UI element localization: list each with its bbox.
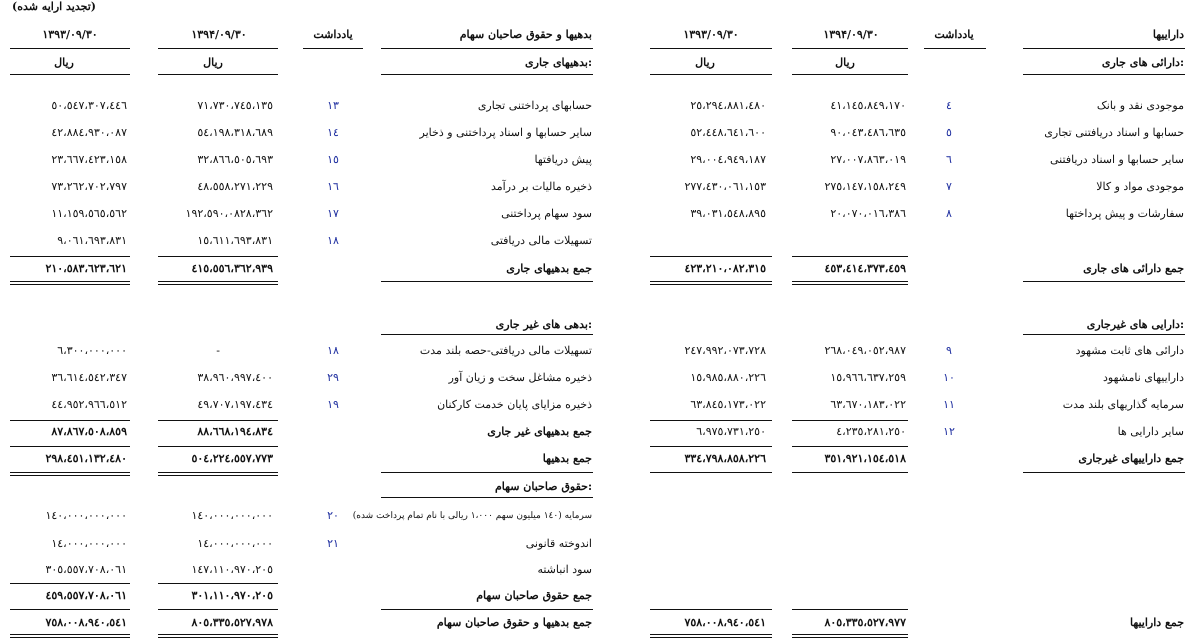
total-1393: ٢١٠،٥٨٣،٦٢٣،٦٢١ xyxy=(45,262,127,275)
total-1394: ٨٠٥،٣٣٥،٥٢٧،٩٧٧ xyxy=(824,616,906,629)
note-number: ٥ xyxy=(946,126,952,139)
total-liabilities-row xyxy=(0,452,1196,466)
row-label: موجودی مواد و کالا xyxy=(1096,180,1184,193)
amount-1393: ٣٦،٦١٤،٥٤٢،٣٤٧ xyxy=(51,371,127,384)
total-rule xyxy=(1023,472,1185,473)
amount-1393: ٣٩،٠٣١،٥٤٨،٨٩٥ xyxy=(690,207,766,220)
amount-1394: ١٥،٩٦٦،٦٣٧،٢٥٩ xyxy=(830,371,906,384)
row-label: سود سهام پرداختنی xyxy=(501,207,592,220)
note-number: ٩ xyxy=(946,344,952,357)
total-label: جمع بدهیها و حقوق صاحبان سهام xyxy=(436,616,592,629)
row-label: پیش دریافتها xyxy=(534,153,592,166)
amount-1393: ٤٢،٨٨٤،٩٣٠،٠٨٧ xyxy=(51,126,127,139)
list-item xyxy=(0,509,1196,523)
amount-1393: ١١،١٥٩،٥٦٥،٥٦٢ xyxy=(51,207,127,220)
total-rule xyxy=(158,609,278,610)
amount-1393: ١٥،٩٨٥،٨٨٠،٢٢٦ xyxy=(690,371,766,384)
unit-label: ریال xyxy=(835,56,855,69)
amount-1393: ٢٣،٦٦٧،٤٢٣،١٥٨ xyxy=(51,153,127,166)
header-underline xyxy=(10,48,130,49)
row-label: سایر حسابها و اسناد دریافتنی xyxy=(1050,153,1184,166)
amount-1394: ٢٧،٠٠٧،٨٦٣،٠١٩ xyxy=(830,153,906,166)
amount-1393: ٣٠٥،٥٥٧،٧٠٨،٠٦١ xyxy=(45,563,127,576)
row-label: سرمایه (١٤٠ میلیون سهم ١،٠٠٠ ریالی با نام تمام پرداخت شده) xyxy=(352,511,592,521)
total-rule xyxy=(650,256,772,257)
row-label: سایر دارایی ها xyxy=(1117,425,1184,438)
total-double-rule xyxy=(158,472,278,476)
row-label: داراییهای نامشهود xyxy=(1102,371,1184,384)
row-label: سرمایه گذاریهای بلند مدت xyxy=(1062,398,1184,411)
amount-1394: ١٥،٦١١،٦٩٣،٨٣١ xyxy=(197,234,273,247)
note-number: ٢١ xyxy=(327,537,339,550)
total-1393: ٣٣٤،٧٩٨،٨٥٨،٢٢٦ xyxy=(684,452,766,465)
total-1394: ٥٠٤،٢٢٤،٥٥٧،٧٧٣ xyxy=(191,452,273,465)
amount-1394: ٢٧٥،١٤٧،١٥٨،٢٤٩ xyxy=(824,180,906,193)
total-label: جمع بدهیها xyxy=(542,452,592,465)
header-liab-1394: ۱۳۹۴/۰۹/۳۰ xyxy=(191,28,247,41)
total-double-rule xyxy=(792,281,908,285)
row-label: سایر حسابها و اسناد پرداختنی و ذخایر xyxy=(419,126,592,139)
total-1393: ٢٩٨،٤٥١،١٣٢،٤٨٠ xyxy=(45,452,127,465)
note-number: ١٣ xyxy=(327,99,339,112)
total-rule xyxy=(650,446,772,447)
row-label: ذخیره مزایای پایان خدمت کارکنان xyxy=(437,398,592,411)
header-liab-1393: ۱۳۹۳/۰۹/۳۰ xyxy=(42,28,98,41)
total-1393: ٨٧،٨٦٧،٥٠٨،٨٥٩ xyxy=(51,425,127,438)
total-rule xyxy=(650,472,772,473)
total-double-rule xyxy=(10,281,130,285)
total-rule xyxy=(158,256,278,257)
note-number: ١٤ xyxy=(327,126,339,139)
amount-1393: ٦،٩٧٥،٧٣١،٢٥٠ xyxy=(696,425,766,438)
amount-1394: ١٩٢،٥٩٠،٠٨٢٨،٣٦٢ xyxy=(185,207,273,220)
total-rule xyxy=(10,583,130,584)
note-number: ١٨ xyxy=(327,234,339,247)
amount-1393: ٥٠،٥٤٧،٣٠٧،٤٤٦ xyxy=(51,99,127,112)
amount-1394: ٩٠،٠٤٣،٤٨٦،٦٣٥ xyxy=(830,126,906,139)
note-number: ١١ xyxy=(943,398,955,411)
note-number: ٦ xyxy=(946,153,952,166)
total-rule xyxy=(158,446,278,447)
total-rule xyxy=(158,420,278,421)
total-label: جمع داراییهای غیرجاری xyxy=(1078,452,1184,465)
row-label: سفارشات و پیش پرداختها xyxy=(1065,207,1184,220)
equity-total-row xyxy=(0,589,1196,603)
amount-1393: ١٤،٠٠٠،٠٠٠،٠٠٠ xyxy=(51,537,127,550)
note-number: ٢٩ xyxy=(327,371,339,384)
amount-1394: ١٤،٠٠٠،٠٠٠،٠٠٠ xyxy=(197,537,273,550)
header-liabilities-equity: بدهیها و حقوق صاحبان سهام xyxy=(459,28,592,41)
total-1394: ٤١٥،٥٥٦،٣٦٢،٩٣٩ xyxy=(191,262,273,275)
section-noncurrent-liabilities: بدهی های غیر جاری: xyxy=(495,318,592,331)
amount-1394: - xyxy=(216,344,220,357)
list-item xyxy=(0,234,1196,248)
header-underline xyxy=(924,48,986,49)
total-double-rule xyxy=(158,281,278,285)
total-1393: ٤٥٩،٥٥٧،٧٠٨،٠٦١ xyxy=(45,589,127,602)
amount-1393: ٥٢،٤٤٨،٦٤١،٦٠٠ xyxy=(690,126,766,139)
unit-label: ریال xyxy=(695,56,715,69)
header-underline xyxy=(303,48,363,49)
amount-1393: ٢٩،٠٠٤،٩٤٩،١٨٧ xyxy=(690,153,766,166)
total-rule xyxy=(792,609,908,610)
list-item xyxy=(0,563,1196,577)
restated-note: (تجدید ارایه شده) xyxy=(12,0,97,13)
total-rule xyxy=(10,256,130,257)
row-label: اندوخته قانونی xyxy=(525,537,592,550)
amount-1393: ٤٤،٩٥٢،٩٦٦،٥١٢ xyxy=(51,398,127,411)
total-double-rule xyxy=(650,281,772,285)
row-label: ذخیره مشاغل سخت و زیان آور xyxy=(448,371,592,384)
total-1394: ٣٥١،٩٢١،١٥٤،٥١٨ xyxy=(824,452,906,465)
total-double-rule xyxy=(10,472,130,476)
header-note-assets: یادداشت xyxy=(934,28,974,41)
header-underline xyxy=(381,48,593,49)
note-number: ١٩ xyxy=(327,398,339,411)
header-underline xyxy=(792,74,908,75)
total-rule xyxy=(381,472,593,473)
header-assets-1393: ۱۳۹۳/۰۹/۳۰ xyxy=(683,28,739,41)
header-assets: داراییها xyxy=(1152,28,1184,41)
section-current-assets: دارائی های جاری: xyxy=(1101,56,1184,69)
row-label: حسابها و اسناد دریافتنی تجاری xyxy=(1044,126,1184,139)
row-label: تسهیلات مالی دریافتی xyxy=(490,234,592,247)
total-label: جمع بدهیهای جاری xyxy=(506,262,592,275)
section-noncurrent-assets: دارایی های غیرجاری: xyxy=(1086,318,1184,331)
header-underline xyxy=(792,48,908,49)
total-rule xyxy=(381,281,593,282)
total-label: جمع بدهیهای غیر جاری xyxy=(487,425,592,438)
total-label: جمع داراییها xyxy=(1130,616,1184,629)
amount-1393: ٦،٣٠٠،٠٠٠،٠٠٠ xyxy=(57,344,127,357)
section-underline xyxy=(1023,334,1185,335)
total-rule xyxy=(792,256,908,257)
total-double-rule xyxy=(10,634,130,638)
total-rule xyxy=(381,609,593,610)
amount-1394: ٤،٢٣٥،٢٨١،٢٥٠ xyxy=(836,425,906,438)
header-underline xyxy=(158,48,278,49)
total-rule xyxy=(10,609,130,610)
amount-1393: ٢٧٧،٤٣٠،٠٦١،١٥٣ xyxy=(684,180,766,193)
row-label: حسابهای پرداختنی تجاری xyxy=(477,99,592,112)
amount-1394: ٤٨،٥٥٨،٢٧١،٢٢٩ xyxy=(197,180,273,193)
amount-1394: ٤١،١٤٥،٨٤٩،١٧٠ xyxy=(830,99,906,112)
amount-1393: ١٤٠،٠٠٠،٠٠٠،٠٠٠ xyxy=(45,509,127,522)
total-rule xyxy=(792,446,908,447)
header-underline xyxy=(1023,74,1185,75)
header-underline xyxy=(650,48,772,49)
note-number: ٤ xyxy=(946,99,952,112)
unit-label: ریال xyxy=(203,56,223,69)
note-number: ١٨ xyxy=(327,344,339,357)
total-label: جمع دارائی های جاری xyxy=(1083,262,1184,275)
amount-1394: ٢٠،٠٧٠،٠١٦،٣٨٦ xyxy=(830,207,906,220)
amount-1394: ١٤٠،٠٠٠،٠٠٠،٠٠٠ xyxy=(191,509,273,522)
note-number: ٢٠ xyxy=(327,509,339,522)
total-1393: ٧٥٨،٠٠٨،٩٤٠،٥٤١ xyxy=(684,616,766,629)
note-number: ١٧ xyxy=(327,207,339,220)
section-current-liabilities: بدهیهای جاری: xyxy=(525,56,592,69)
amount-1393: ٢٥،٢٩٤،٨٨١،٤٨٠ xyxy=(690,99,766,112)
total-rule xyxy=(650,420,772,421)
header-underline xyxy=(650,74,772,75)
amount-1393: ٢٤٧،٩٩٢،٠٧٣،٧٢٨ xyxy=(684,344,766,357)
unit-label: ریال xyxy=(54,56,74,69)
total-1393: ٤٢٣،٢١٠،٠٨٢،٣١٥ xyxy=(684,262,766,275)
total-rule xyxy=(792,420,908,421)
amount-1393: ٩،٠٦١،٦٩٣،٨٣١ xyxy=(57,234,127,247)
list-item xyxy=(0,537,1196,551)
total-1394: ٨٠٥،٣٣٥،٥٢٧،٩٧٨ xyxy=(191,616,273,629)
amount-1393: ٦٣،٨٤٥،١٧٣،٠٢٢ xyxy=(690,398,766,411)
amount-1394: ٣٢،٨٦٦،٥٠٥،٦٩٣ xyxy=(197,153,273,166)
current-liabilities-total-row xyxy=(0,262,1196,276)
note-number: ١٠ xyxy=(943,371,955,384)
row-label: تسهیلات مالی دریافتی-حصه بلند مدت xyxy=(419,344,592,357)
header-note-liabilities: یادداشت xyxy=(313,28,353,41)
total-1394: ٨٨،٦٦٨،١٩٤،٨٣٤ xyxy=(197,425,273,438)
header-underline xyxy=(1023,48,1185,49)
list-item xyxy=(0,344,1196,358)
amount-1394: ٥٤،١٩٨،٣١٨،٦٨٩ xyxy=(197,126,273,139)
list-item xyxy=(0,207,1196,221)
total-double-rule xyxy=(158,634,278,638)
total-liabilities-equity-row xyxy=(0,616,1196,630)
amount-1394: ٢٦٨،٠٤٩،٠٥٢،٩٨٧ xyxy=(824,344,906,357)
amount-1394: ٦٣،٦٧٠،١٨٣،٠٢٢ xyxy=(830,398,906,411)
amount-1394: ٧١،٧٣٠،٧٤٥،١٣٥ xyxy=(197,99,273,112)
note-number: ١٦ xyxy=(327,180,339,193)
list-item xyxy=(0,180,1196,194)
noncurrent-liabilities-total-row xyxy=(0,425,1196,439)
header-underline xyxy=(158,74,278,75)
list-item xyxy=(0,126,1196,140)
amount-1393: ٧٣،٢٦٢،٧٠٢،٧٩٧ xyxy=(51,180,127,193)
total-rule xyxy=(10,420,130,421)
list-item xyxy=(0,153,1196,167)
list-item xyxy=(0,99,1196,113)
note-number: ١٥ xyxy=(327,153,339,166)
total-1394: ٤٥٣،٤١٤،٣٧٣،٤٥٩ xyxy=(824,262,906,275)
total-double-rule xyxy=(792,634,908,638)
amount-1394: ٣٨،٩٦٠،٩٩٧،٤٠٠ xyxy=(197,371,273,384)
amount-1394: ٤٩،٧٠٧،١٩٧،٤٣٤ xyxy=(197,398,273,411)
section-underline xyxy=(381,497,593,498)
total-rule xyxy=(1023,281,1185,282)
total-rule xyxy=(792,472,908,473)
section-underline xyxy=(381,334,593,335)
list-item xyxy=(0,371,1196,385)
header-underline xyxy=(381,74,593,75)
note-number: ٨ xyxy=(946,207,952,220)
total-1393: ٧٥٨،٠٠٨،٩٤٠،٥٤١ xyxy=(45,616,127,629)
note-number: ١٢ xyxy=(943,425,955,438)
total-1394: ٣٠١،١١٠،٩٧٠،٢٠٥ xyxy=(191,589,273,602)
total-double-rule xyxy=(650,634,772,638)
note-number: ٧ xyxy=(946,180,952,193)
header-underline xyxy=(10,74,130,75)
total-rule xyxy=(10,446,130,447)
total-rule xyxy=(650,609,772,610)
row-label: دارائی های ثابت مشهود xyxy=(1075,344,1184,357)
row-label: موجودی نقد و بانک xyxy=(1096,99,1184,112)
section-equity: حقوق صاحبان سهام: xyxy=(495,480,592,493)
total-label: جمع حقوق صاحبان سهام xyxy=(476,589,592,602)
row-label: ذخیره مالیات بر درآمد xyxy=(490,180,592,193)
header-assets-1394: ۱۳۹۴/۰۹/۳۰ xyxy=(823,28,879,41)
amount-1394: ١٤٧،١١٠،٩٧٠،٢٠٥ xyxy=(191,563,273,576)
row-label: سود انباشته xyxy=(537,563,592,576)
total-rule xyxy=(158,583,278,584)
list-item xyxy=(0,398,1196,412)
